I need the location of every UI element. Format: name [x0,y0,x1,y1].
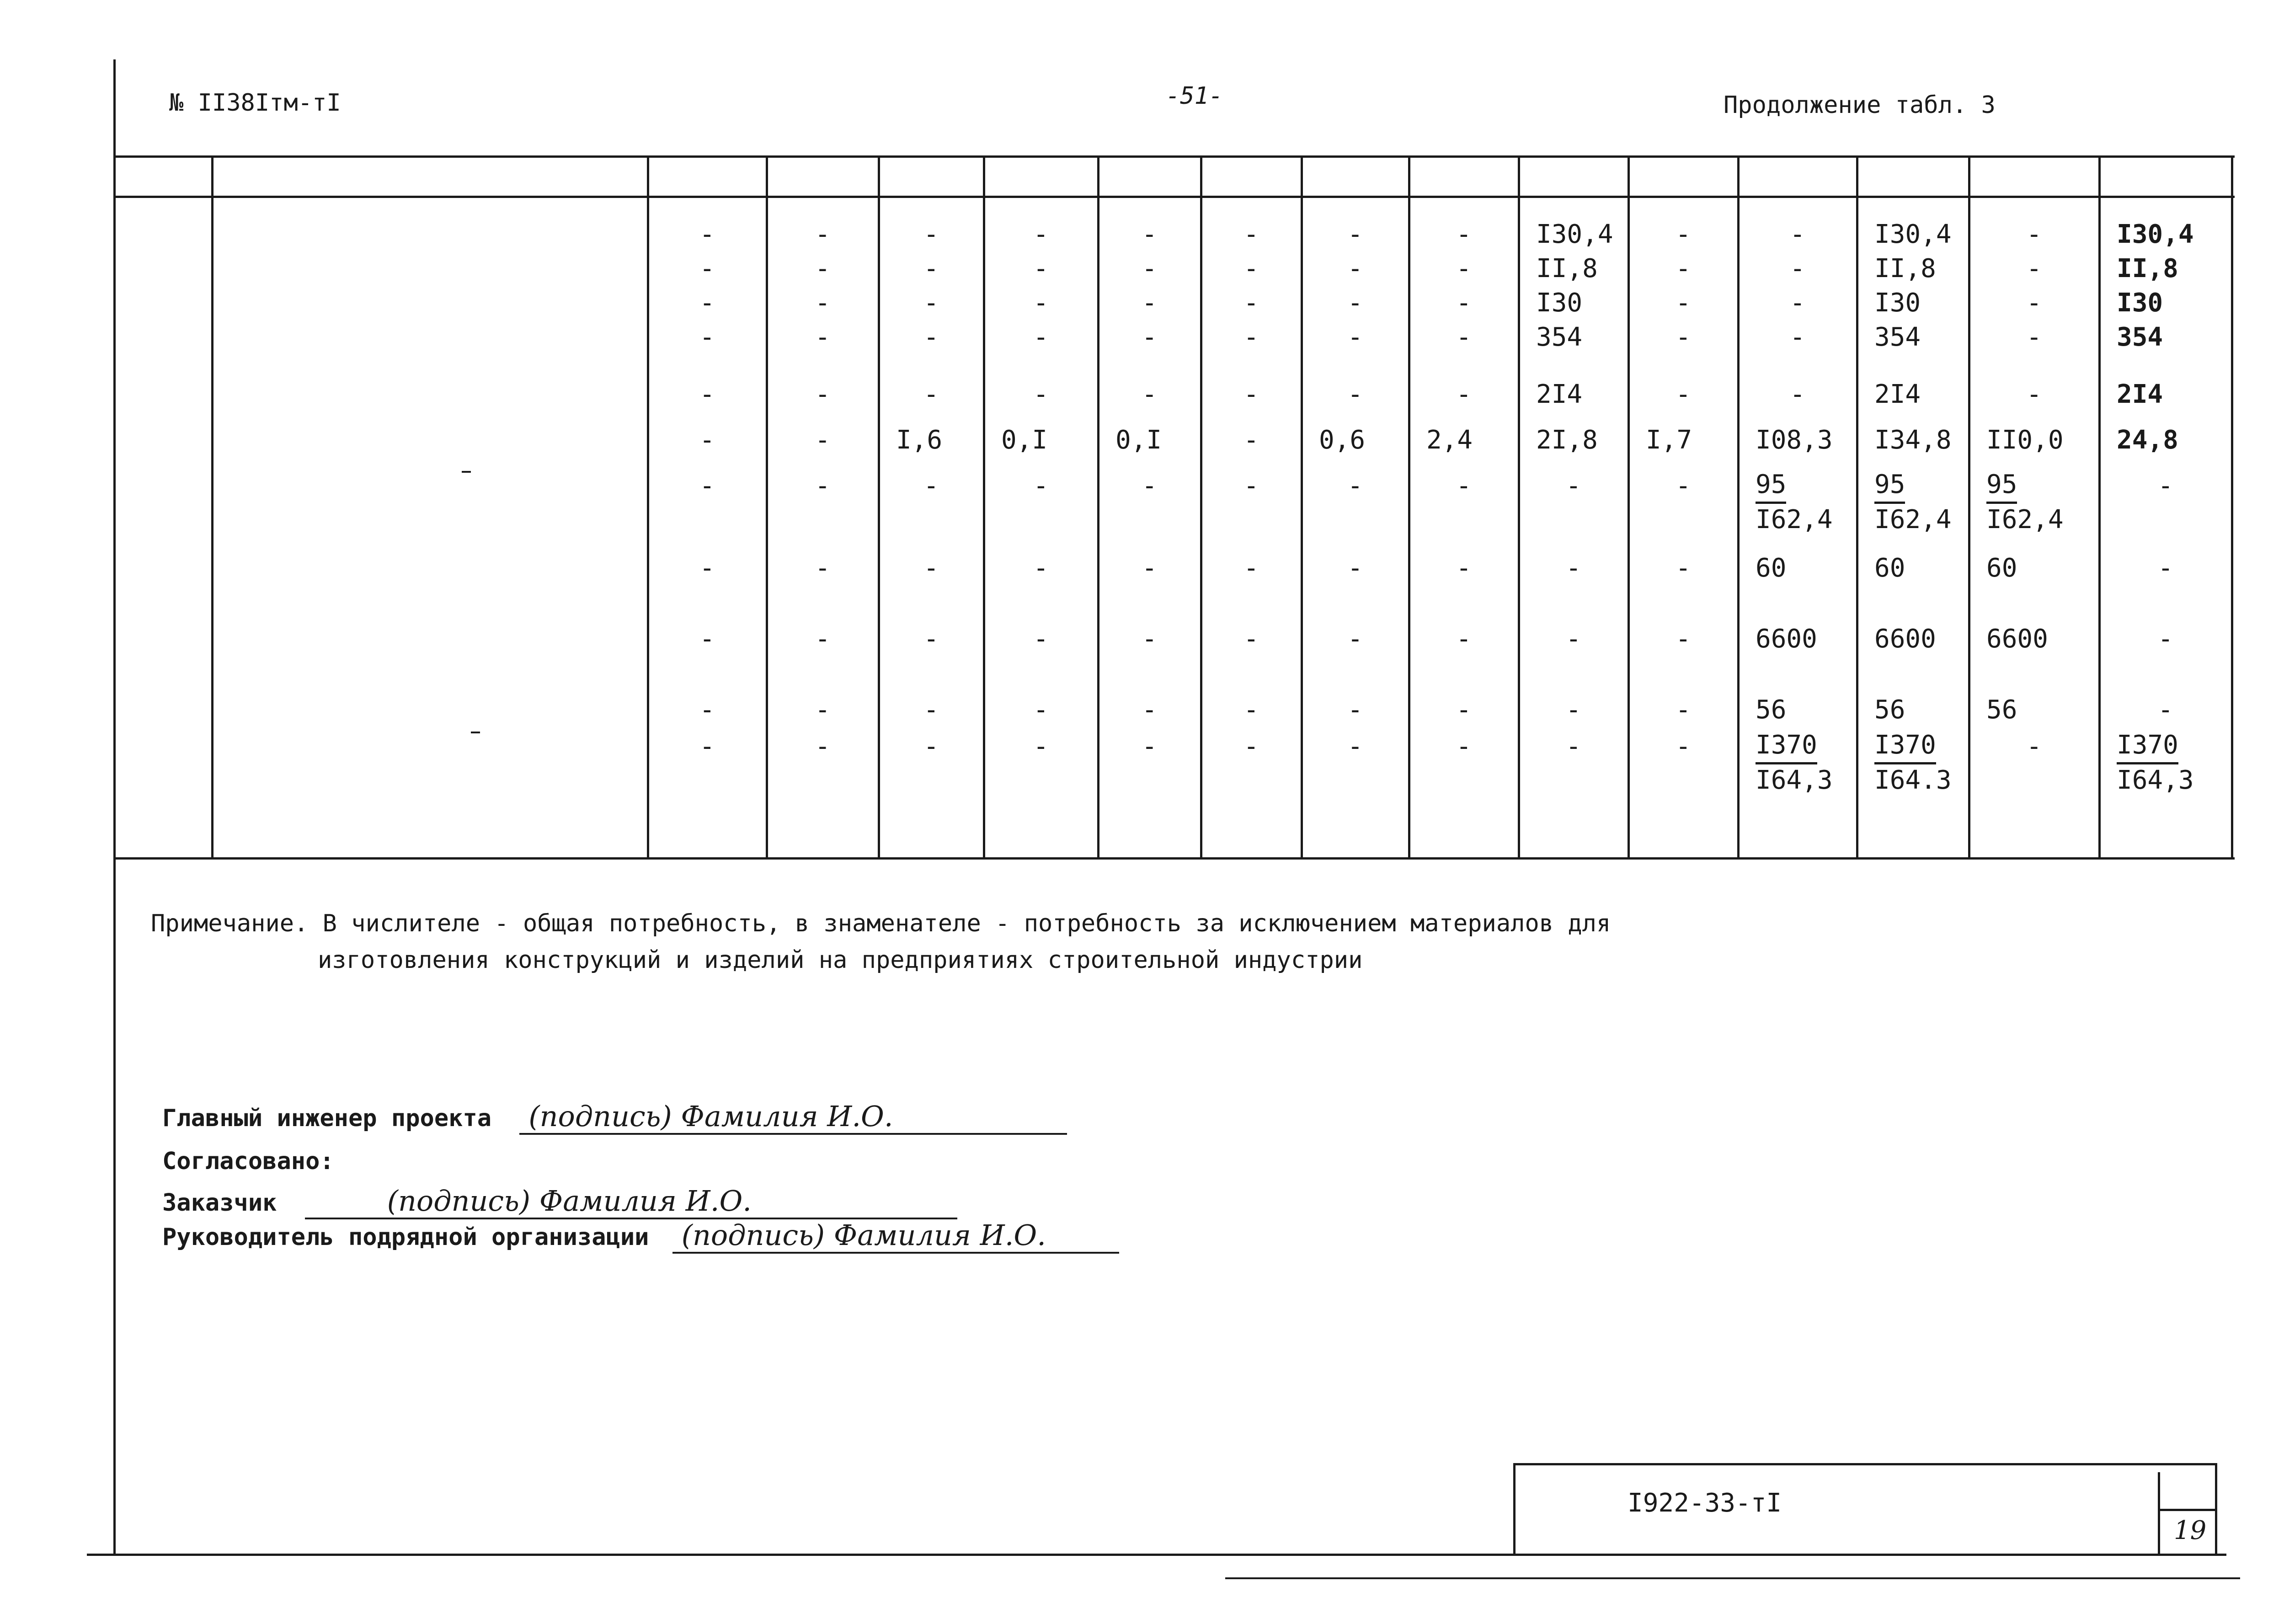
table-cell: - [2026,322,2042,352]
table-cell: - [1243,471,1259,501]
table-cell: - [923,624,939,654]
numerator: 95 [1874,469,1905,504]
table-cell: 0,I [1001,425,1048,455]
contractor-signature: (подпись) Фамилия И.О. [672,1218,1119,1254]
table-cell: - [1142,219,1158,249]
table-cell: - [699,288,715,318]
table-cell: - [1142,732,1158,761]
table-continuation: Продолжение табл. 3 [1724,91,1996,119]
table-cell: II,8 [1874,254,1936,283]
table-cell: - [1142,553,1158,583]
table-cell: - [815,254,831,283]
table-cell: - [1456,732,1472,761]
table-cell: - [1456,322,1472,352]
table-cell: - [1456,379,1472,409]
fraction-value [1874,729,1952,796]
table-cell: 2I,8 [1536,425,1598,455]
table-cell: - [1456,695,1472,725]
customer-signature: (подпись) Фамилия И.О. [305,1184,957,1219]
table-cell: 24,8 [2117,425,2178,455]
table-cell: - [815,624,831,654]
table-column-line [1628,155,1630,860]
unit-numerator [462,471,471,473]
table-cell: - [815,219,831,249]
table-cell: - [923,254,939,283]
table-cell: 6600 [1756,624,1817,654]
table-cell: - [1790,379,1805,409]
table-cell: 0,I [1115,425,1162,455]
table-cell: - [1243,254,1259,283]
table-cell: - [1243,624,1259,654]
table-cell: - [1676,471,1691,501]
table-cell: - [1033,695,1049,725]
table-cell: - [815,471,831,501]
table-cell: - [1456,219,1472,249]
table-cell: - [923,379,939,409]
table-cell: - [1033,254,1049,283]
table-cell: - [699,254,715,283]
table-cell: - [1456,624,1472,654]
table-cell: - [1243,288,1259,318]
table-cell: - [1566,732,1581,761]
fraction-value [1986,469,2064,536]
table-cell: - [2158,471,2173,501]
table-cell: - [923,471,939,501]
table-cell: - [1243,322,1259,352]
table-cell: 56 [1756,695,1787,725]
table-cell: - [1033,624,1049,654]
frame-bottom-border [87,1554,2226,1556]
table-cell: 60 [1986,553,2017,583]
table-cell: - [923,288,939,318]
table-cell: - [1033,379,1049,409]
note-line-2: изготовления конструкций и изделий на предприятиях строительной индустрии [318,946,1363,974]
table-cell: I08,3 [1756,425,1833,455]
table-cell: - [2158,553,2173,583]
stamp-left-border [1513,1463,1516,1555]
table-cell: - [1142,695,1158,725]
table-cell: - [1347,288,1363,318]
table-cell: - [1566,553,1581,583]
table-cell: 6600 [1986,624,2048,654]
stamp-sheet-line [2158,1509,2217,1511]
table-cell: - [1142,288,1158,318]
table-cell: - [1790,322,1805,352]
numerator: I370 [1874,729,1936,764]
table-cell: - [1347,254,1363,283]
table-cell: - [1347,379,1363,409]
table-cell: - [2026,288,2042,318]
table-cell: - [815,732,831,761]
chief-engineer-row [162,1100,1067,1135]
table-cell: - [2026,254,2042,283]
table-cell: 2I4 [2117,379,2163,409]
table-cell: - [1142,379,1158,409]
table-cell: - [1456,288,1472,318]
table-column-line [1408,155,1410,860]
customer-row [162,1184,957,1219]
table-column-line [1856,155,1858,860]
table-column-line [878,155,880,860]
table-cell: I30,4 [2117,219,2194,249]
table-cell: - [1033,553,1049,583]
table-cell: - [1243,219,1259,249]
table-cell: - [1456,471,1472,501]
table-cell: - [1790,288,1805,318]
table-cell: - [1142,254,1158,283]
table-column-line [1518,155,1520,860]
table-cell: - [1566,471,1581,501]
table-cell: - [1566,695,1581,725]
table-right-border [2231,155,2233,860]
table-column-line [1301,155,1303,860]
table-cell: 56 [1874,695,1905,725]
table-cell: - [1033,219,1049,249]
table-column-line [211,155,213,860]
table-cell: - [1033,322,1049,352]
table-cell: - [923,695,939,725]
table-cell: - [2026,219,2042,249]
table-cell: - [1347,553,1363,583]
table-cell: 2I4 [1536,379,1583,409]
table-cell: - [1676,219,1691,249]
table-cell: 60 [1756,553,1787,583]
table-cell: - [1676,732,1691,761]
table-cell: I30 [2117,288,2163,318]
table-cell: - [1347,322,1363,352]
frame-left-border [113,59,116,1555]
table-cell: - [1676,553,1691,583]
table-cell: - [1347,471,1363,501]
numerator: I370 [1756,729,1817,764]
table-header-separator [113,196,2235,198]
table-cell: - [699,425,715,455]
denominator: I64.3 [1874,765,1952,795]
document-code: № II38Iтм-тI [169,89,341,117]
table-cell: - [1142,624,1158,654]
denominator: I62,4 [1986,505,2064,534]
page-number: -51- [1166,82,1223,110]
table-cell: - [923,219,939,249]
table-cell: 60 [1874,553,1905,583]
table-cell: - [815,322,831,352]
table-column-line [983,155,985,860]
numerator: 95 [1986,469,2017,504]
table-cell: I30 [1874,288,1921,318]
fraction-value [1756,469,1833,536]
table-cell: - [699,322,715,352]
table-cell: - [815,379,831,409]
table-cell: - [1790,254,1805,283]
table-cell: - [1033,732,1049,761]
table-cell: 354 [1874,322,1921,352]
table-cell: - [1347,624,1363,654]
note-line-1: Примечание. В числителе - общая потребность, в знаменателе - потребность за исключением материалов для [151,910,1611,937]
table-cell: 56 [1986,695,2017,725]
chief-engineer-signature: (подпись) Фамилия И.О. [519,1100,1067,1135]
table-cell: - [923,553,939,583]
table-cell: I30,4 [1874,219,1952,249]
table-cell: II0,0 [1986,425,2064,455]
table-cell: - [923,732,939,761]
table-cell: - [815,695,831,725]
table-cell: - [2158,624,2173,654]
table-cell: - [1243,379,1259,409]
table-cell: - [1456,553,1472,583]
customer-label: Заказчик [162,1189,277,1217]
table-cell: - [1033,471,1049,501]
table-column-line [2098,155,2101,860]
table-cell: 354 [1536,322,1583,352]
table-cell: - [1243,425,1259,455]
table-cell: - [815,425,831,455]
table-cell: - [1790,219,1805,249]
table-cell: - [1676,288,1691,318]
table-cell: - [699,471,715,501]
chief-engineer-label: Главный инженер проекта [162,1105,492,1132]
table-column-line [647,155,649,860]
table-cell: - [1347,732,1363,761]
table-column-line [1097,155,1099,860]
table-cell: - [1142,471,1158,501]
table-cell: - [923,322,939,352]
fraction-value [2117,729,2194,796]
table-cell: - [2026,379,2042,409]
table-cell: - [1243,553,1259,583]
table-cell: II,8 [1536,254,1598,283]
agreed-label: Согласовано: [162,1148,334,1175]
table-cell: - [1347,695,1363,725]
table-cell: - [699,553,715,583]
numerator: 95 [1756,469,1786,504]
table-cell: - [1347,219,1363,249]
table-cell: - [2026,732,2042,761]
table-cell: I30,4 [1536,219,1613,249]
table-cell: - [815,288,831,318]
table-cell: 6600 [1874,624,1936,654]
table-cell: - [1676,379,1691,409]
table-bottom-border [113,857,2235,860]
table-cell: - [1243,695,1259,725]
table-cell: 2,4 [1426,425,1473,455]
table-column-line [1968,155,1970,860]
table-cell: I30 [1536,288,1583,318]
unit-numerator [471,732,480,733]
table-cell: - [1566,624,1581,654]
table-cell: I,7 [1646,425,1692,455]
table-cell: - [699,732,715,761]
table-cell: - [699,624,715,654]
contractor-row [162,1218,1119,1254]
table-cell: I,6 [896,425,943,455]
table-cell: 2I4 [1874,379,1921,409]
table-cell: II,8 [2117,254,2178,283]
numerator: I370 [2117,729,2178,764]
fraction-value [1874,469,1952,536]
table-column-line [1200,155,1202,860]
drawing-code: I922-33-тI [1628,1488,1782,1518]
table-cell: 0,6 [1319,425,1366,455]
table-cell: - [1676,695,1691,725]
table-cell: - [1676,624,1691,654]
sheet-number: 19 [2174,1516,2207,1545]
table-cell: 354 [2117,322,2163,352]
denominator: I64,3 [1756,765,1833,795]
stamp-underline [1225,1577,2240,1579]
table-cell: I34,8 [1874,425,1952,455]
stamp-sheet-divider [2158,1472,2160,1555]
table-cell: - [815,553,831,583]
contractor-label: Руководитель подрядной организации [162,1223,649,1251]
fraction-value [1756,729,1833,796]
denominator: I64,3 [2117,765,2194,795]
table-cell: - [1033,288,1049,318]
stamp-top-border [1513,1463,2217,1465]
denominator: I62,4 [1756,505,1833,534]
table-cell: - [1243,732,1259,761]
table-cell: - [2158,695,2173,725]
table-cell: - [1456,254,1472,283]
table-column-line [766,155,768,860]
table-cell: - [699,219,715,249]
denominator: I62,4 [1874,505,1952,534]
table-cell: - [699,379,715,409]
table-cell: - [1676,254,1691,283]
table-cell: - [699,695,715,725]
table-column-line [1737,155,1740,860]
table-cell: - [1676,322,1691,352]
table-cell: - [1142,322,1158,352]
table-top-border [113,155,2235,158]
